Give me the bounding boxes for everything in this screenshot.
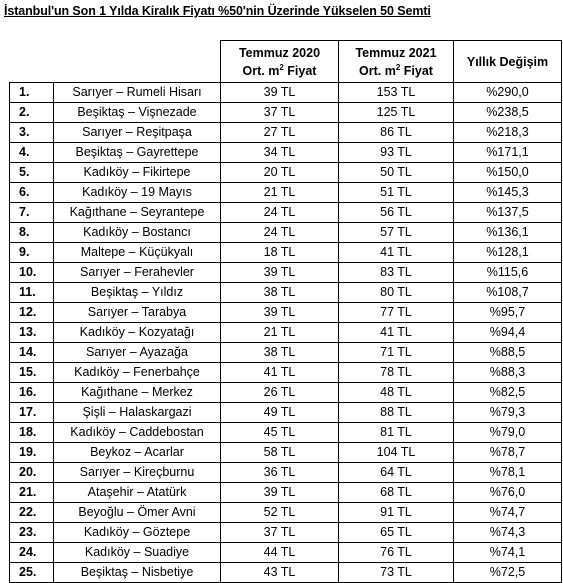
table-row [10,403,562,423]
table-row [10,503,562,523]
rank-cell: 19. [10,443,54,463]
annual-change-cell: %79,3 [454,403,562,423]
price-2021-cell: 125 TL [339,103,454,123]
annual-change-cell: %150,0 [454,163,562,183]
table-row [10,443,562,463]
rank-cell: 7. [10,203,54,223]
district-cell: Beşiktaş – Nisbetiye [54,563,221,583]
rank-cell: 18. [10,423,54,443]
district-cell: Beyoğlu – Ömer Avni [54,503,221,523]
price-2020-cell: 44 TL [221,543,339,563]
district-cell: Kadıköy – Göztepe [54,523,221,543]
rank-cell: 21. [10,483,54,503]
price-2020-cell: 37 TL [221,103,339,123]
annual-change-cell: %136,1 [454,223,562,243]
price-2020-cell: 49 TL [221,403,339,423]
rank-cell: 8. [10,223,54,243]
annual-change-cell: %78,7 [454,443,562,463]
annual-change-cell: %290,0 [454,83,562,103]
annual-change-cell: %238,5 [454,103,562,123]
table-row [10,383,562,403]
annual-change-cell: %74,7 [454,503,562,523]
price-2021-cell: 78 TL [339,363,454,383]
annual-change-cell: %218,3 [454,123,562,143]
district-cell: Kadıköy – 19 Mayıs [54,183,221,203]
price-2020-cell: 52 TL [221,503,339,523]
rank-cell: 17. [10,403,54,423]
table-row [10,223,562,243]
rank-cell: 14. [10,343,54,363]
annual-change-cell: %145,3 [454,183,562,203]
rank-cell: 11. [10,283,54,303]
price-2021-cell: 104 TL [339,443,454,463]
annual-change-cell: %88,3 [454,363,562,383]
price-2021-cell: 88 TL [339,403,454,423]
table-row [10,123,562,143]
rank-cell: 15. [10,363,54,383]
district-cell: Beşiktaş – Gayrettepe [54,143,221,163]
annual-change-cell: %94,4 [454,323,562,343]
price-2021-cell: 91 TL [339,503,454,523]
rank-cell: 4. [10,143,54,163]
annual-change-cell: %74,3 [454,523,562,543]
price-2020-cell: 45 TL [221,423,339,443]
district-cell: Ataşehir – Atatürk [54,483,221,503]
price-2020-cell: 36 TL [221,463,339,483]
annual-change-cell: %88,5 [454,343,562,363]
price-2021-cell: 56 TL [339,203,454,223]
district-cell: Kağıthane – Seyrantepe [54,203,221,223]
district-cell: Sarıyer – Tarabya [54,303,221,323]
district-cell: Kadıköy – Fenerbahçe [54,363,221,383]
rent-increase-table [9,40,562,583]
district-cell: Kadıköy – Suadiye [54,543,221,563]
district-cell: Kadıköy – Caddebostan [54,423,221,443]
price-2020-cell: 21 TL [221,183,339,203]
rank-cell: 24. [10,543,54,563]
price-2020-cell: 39 TL [221,263,339,283]
table-row [10,183,562,203]
annual-change-cell: %171,1 [454,143,562,163]
price-2020-cell: 39 TL [221,83,339,103]
table-row [10,563,562,583]
price-2021-cell: 153 TL [339,83,454,103]
annual-change-cell: %128,1 [454,243,562,263]
header-july-2020: Temmuz 2020 Ort. $m^2$ Fiyat [221,41,339,83]
price-2021-cell: 76 TL [339,543,454,563]
table-row [10,323,562,343]
district-cell: Beşiktaş – Vişnezade [54,103,221,123]
district-cell: Beşiktaş – Yıldız [54,283,221,303]
table-row [10,283,562,303]
district-cell: Kağıthane – Merkez [54,383,221,403]
price-2020-cell: 21 TL [221,323,339,343]
table-row [10,523,562,543]
price-2020-cell: 39 TL [221,483,339,503]
price-2021-cell: 64 TL [339,463,454,483]
rank-cell: 3. [10,123,54,143]
price-2021-cell: 81 TL [339,423,454,443]
price-2020-cell: 24 TL [221,203,339,223]
table-row [10,543,562,563]
price-2021-cell: 68 TL [339,483,454,503]
rank-cell: 6. [10,183,54,203]
rank-cell: 9. [10,243,54,263]
table-row [10,163,562,183]
annual-change-cell: %78,1 [454,463,562,483]
annual-change-cell: %76,0 [454,483,562,503]
rank-cell: 13. [10,323,54,343]
rank-cell: 2. [10,103,54,123]
district-cell: Kadıköy – Fikirtepe [54,163,221,183]
header-annual-change: Yıllık Değişim [454,41,562,83]
table-row [10,243,562,263]
price-2021-cell: 50 TL [339,163,454,183]
rank-cell: 23. [10,523,54,543]
price-2020-cell: 41 TL [221,363,339,383]
annual-change-cell: %115,6 [454,263,562,283]
price-2021-cell: 57 TL [339,223,454,243]
district-cell: Sarıyer – Ferahevler [54,263,221,283]
price-2020-cell: 20 TL [221,163,339,183]
table-row [10,303,562,323]
annual-change-cell: %82,5 [454,383,562,403]
price-2021-cell: 48 TL [339,383,454,403]
price-2020-cell: 43 TL [221,563,339,583]
rank-cell: 10. [10,263,54,283]
price-2021-cell: 83 TL [339,263,454,283]
district-cell: Sarıyer – Ayazağa [54,343,221,363]
price-2020-cell: 24 TL [221,223,339,243]
price-2021-cell: 86 TL [339,123,454,143]
price-2021-cell: 77 TL [339,303,454,323]
header-row [10,41,562,83]
price-2021-cell: 71 TL [339,343,454,363]
header-blank-cell [10,41,221,83]
price-2021-cell: 41 TL [339,243,454,263]
price-2021-cell: 65 TL [339,523,454,543]
rank-cell: 25. [10,563,54,583]
district-cell: Sarıyer – Kireçburnu [54,463,221,483]
price-2020-cell: 37 TL [221,523,339,543]
price-2020-cell: 18 TL [221,243,339,263]
district-cell: Şişli – Halaskargazi [54,403,221,423]
price-2021-cell: 51 TL [339,183,454,203]
table-row [10,483,562,503]
table-row [10,423,562,443]
header-july-2021: Temmuz 2021 Ort. $m^2$ Fiyat [339,41,454,83]
district-cell: Beykoz – Acarlar [54,443,221,463]
price-2020-cell: 38 TL [221,343,339,363]
rank-cell: 5. [10,163,54,183]
district-cell: Sarıyer – Rumeli Hisarı [54,83,221,103]
rank-cell: 16. [10,383,54,403]
annual-change-cell: %137,5 [454,203,562,223]
price-2020-cell: 27 TL [221,123,339,143]
table-row [10,463,562,483]
annual-change-cell: %72,5 [454,563,562,583]
table-row [10,343,562,363]
annual-change-cell: %74,1 [454,543,562,563]
price-2021-cell: 73 TL [339,563,454,583]
table-row [10,263,562,283]
table-row [10,83,562,103]
annual-change-cell: %108,7 [454,283,562,303]
annual-change-cell: %95,7 [454,303,562,323]
price-2020-cell: 58 TL [221,443,339,463]
price-2021-cell: 80 TL [339,283,454,303]
price-2020-cell: 26 TL [221,383,339,403]
district-cell: Kadıköy – Bostancı [54,223,221,243]
rank-cell: 20. [10,463,54,483]
rank-cell: 12. [10,303,54,323]
annual-change-cell: %79,0 [454,423,562,443]
table-row [10,143,562,163]
table-row [10,103,562,123]
price-2021-cell: 41 TL [339,323,454,343]
table-row [10,363,562,383]
document-title: İstanbul'un Son 1 Yılda Kiralık Fiyatı %50'nin Üzerinde Yükselen 50 Semti [4,4,431,18]
price-2020-cell: 34 TL [221,143,339,163]
rank-cell: 1. [10,83,54,103]
table-row [10,203,562,223]
district-cell: Kadıköy – Kozyatağı [54,323,221,343]
district-cell: Sarıyer – Reşitpaşa [54,123,221,143]
rank-cell: 22. [10,503,54,523]
district-cell: Maltepe – Küçükyalı [54,243,221,263]
price-2020-cell: 38 TL [221,283,339,303]
price-2021-cell: 93 TL [339,143,454,163]
price-2020-cell: 39 TL [221,303,339,323]
